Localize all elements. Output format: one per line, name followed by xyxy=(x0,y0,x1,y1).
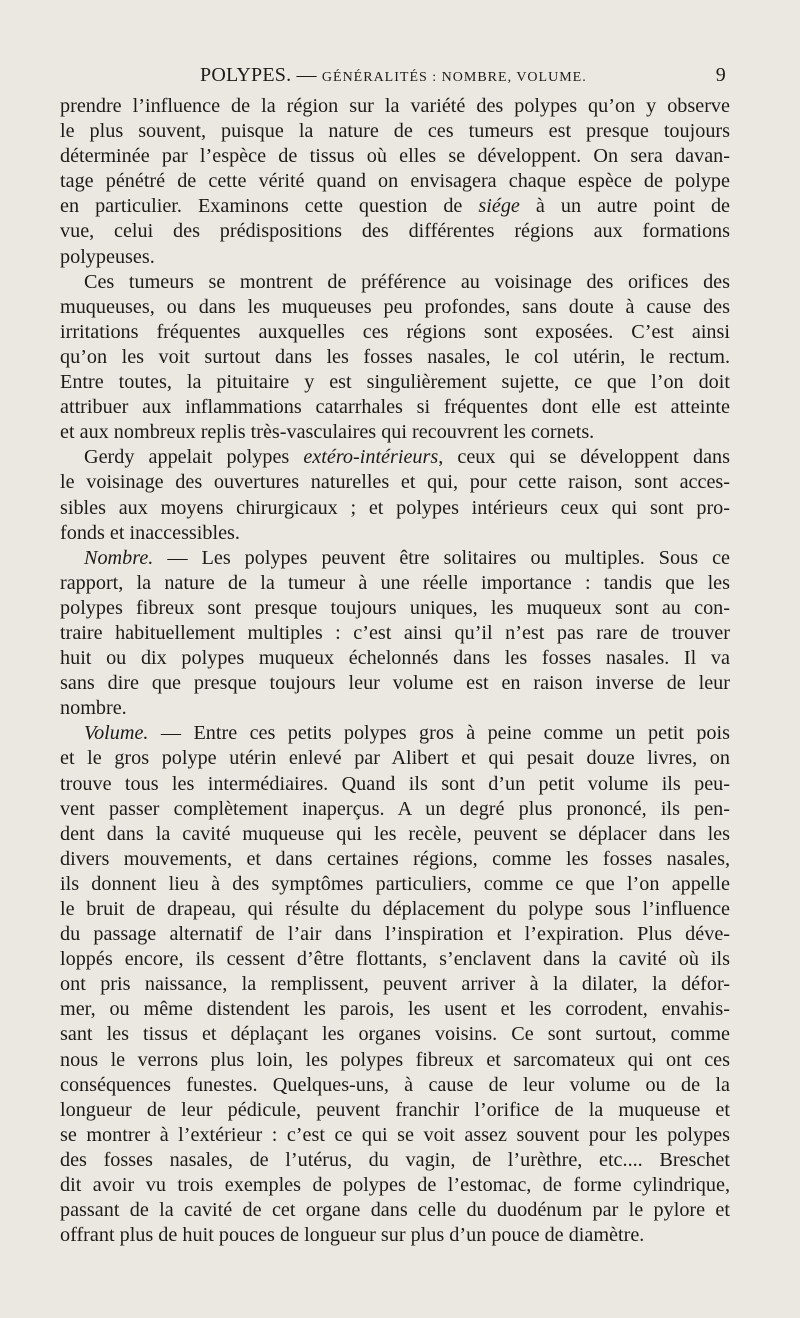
section-heading-volume: Volume. xyxy=(84,722,149,745)
paragraph-1 xyxy=(60,94,730,270)
text-segment: — Entre ces petits polypes gros à peine comme un petit pois xyxy=(148,722,730,745)
italic-term: siége xyxy=(478,195,520,218)
paragraph-4 xyxy=(60,546,730,722)
text-line: des fosses nasales, de l’utérus, du vagin, de l’urèthre, etc.... Breschet xyxy=(60,1148,730,1171)
text-line: Ces tumeurs se montrent de préférence au voisinage des orifices des xyxy=(84,270,730,293)
text-line: dent dans la cavité muqueuse qui les recèle, peuvent se déplacer dans les xyxy=(60,822,730,845)
running-title-sub: GÉNÉRALITÉS : NOMBRE, VOLUME. xyxy=(321,70,587,85)
running-title xyxy=(200,58,587,95)
text-line: divers mouvements, et dans certaines régions, comme les fosses nasales, xyxy=(60,847,730,870)
text-line: et aux nombreux replis très-vasculaires qui recouvrent les cornets. xyxy=(60,421,595,444)
text-line: tage pénétré de cette vérité quand on envisagera chaque espèce de polype xyxy=(60,170,730,193)
text-line: rapport, la nature de la tumeur à une réelle importance : tandis que les xyxy=(60,571,730,594)
text-line: ils donnent lieu à des symptômes particuliers, comme ce que l’on appelle xyxy=(60,872,730,895)
text-line: longueur de leur pédicule, peuvent franchir l’orifice de la muqueuse et xyxy=(60,1098,730,1121)
text-line: le bruit de drapeau, qui résulte du déplacement du polype sous l’influence xyxy=(60,898,730,920)
text-line: vue, celui des prédispositions des différentes régions aux formations xyxy=(60,220,730,243)
paragraph-5 xyxy=(60,721,730,1248)
text-line: dit avoir vu trois exemples de polypes de l’estomac, de forme cylindrique, xyxy=(60,1174,730,1197)
running-head xyxy=(60,58,730,92)
text-segment: en particulier. Examinons cette question de xyxy=(60,195,479,218)
text-line: conséquences funestes. Quelques-uns, à cause de leur volume ou de la xyxy=(60,1073,730,1096)
text-line: prendre l’influence de la région sur la variété des polypes qu’on y observe xyxy=(60,95,730,117)
text-line: Entre toutes, la pituitaire y est singulièrement sujette, ce que l’on doit xyxy=(60,371,730,394)
text-line: du passage alternatif de l’air dans l’inspiration et l’expiration. Plus déve- xyxy=(60,923,730,946)
page-number: 9 xyxy=(715,64,726,86)
text-line: trouve tous les intermédiaires. Quand ils sont d’un petit volume ils peu- xyxy=(60,772,730,795)
text-line xyxy=(60,445,730,470)
text-line: le voisinage des ouvertures naturelles et qui, pour cette raison, sont acces- xyxy=(60,471,730,494)
text-line: qu’on les voit surtout dans les fosses nasales, le col utérin, le rectum. xyxy=(60,345,730,368)
text-line: muqueuses, ou dans les muqueuses peu profondes, sans doute à cause des xyxy=(60,295,730,318)
text-line: ont pris naissance, la remplissent, peuvent arriver à la dilater, la défor- xyxy=(60,973,730,996)
text-line: nous le verrons plus loin, les polypes fibreux et sarcomateux qui ont ces xyxy=(60,1048,730,1071)
text-line: le plus souvent, puisque la nature de ces tumeurs est presque toujours xyxy=(60,120,730,143)
text-line: sibles aux moyens chirurgicaux ; et polypes intérieurs ceux qui sont pro- xyxy=(60,496,730,519)
text-line: déterminée par l’espèce de tissus où elles se développent. On sera davan- xyxy=(60,145,730,168)
text-line: et le gros polype utérin enlevé par Alibert et qui pesait douze livres, on xyxy=(60,747,730,770)
text-line xyxy=(60,194,730,219)
text-line: sans dire que presque toujours leur volume est en raison inverse de leur xyxy=(60,672,730,695)
text-line: passant de la cavité de cet organe dans celle du duodénum par le pylore et xyxy=(60,1199,730,1222)
running-title-dash: — xyxy=(296,64,317,86)
text-line: se montrer à l’extérieur : c’est ce qui se voit assez souvent pour les polypes xyxy=(60,1123,730,1146)
text-segment: , ceux qui se développent dans xyxy=(438,446,730,469)
text-line: irritations fréquentes auxquelles ces régions sont exposées. C’est ainsi xyxy=(60,320,730,343)
text-line: fonds et inaccessibles. xyxy=(60,521,240,544)
text-line: vent passer complètement inaperçus. A un degré plus prononcé, ils pen- xyxy=(60,797,730,820)
text-line xyxy=(60,721,730,746)
text-line: polypes fibreux sont presque toujours uniques, les muqueux sont au con- xyxy=(60,596,730,619)
text-line xyxy=(60,546,730,571)
text-line: mer, ou même distendent les parois, les usent et les corrodent, envahis- xyxy=(60,998,730,1021)
paragraph-2 xyxy=(60,270,730,446)
text-line: sant les tissus et déplaçant les organes voisins. Ce sont surtout, comme xyxy=(60,1023,730,1046)
italic-term: extéro-intérieurs xyxy=(303,446,439,469)
text-line: traire habituellement multiples : c’est ainsi qu’il n’est pas rare de trouver xyxy=(60,621,730,644)
text-segment: à un autre point de xyxy=(519,195,730,218)
paragraph-3 xyxy=(60,445,730,545)
text-line: huit ou dix polypes muqueux échelonnés dans les fosses nasales. Il va xyxy=(60,647,730,670)
text-line: polypeuses. xyxy=(60,245,155,268)
text-line: nombre. xyxy=(60,697,127,720)
text-segment: — Les polypes peuvent être solitaires ou multiples. Sous ce xyxy=(153,546,730,569)
text-line: loppés encore, ils cessent d’être flottants, s’enclavent dans la cavité où ils xyxy=(60,948,730,971)
text-segment: Gerdy appelait polypes xyxy=(84,446,304,469)
section-heading-nombre: Nombre. xyxy=(84,546,154,569)
text-line: attribuer aux inflammations catarrhales si fréquentes dont elle est atteinte xyxy=(60,396,730,419)
text-line: offrant plus de huit pouces de longueur sur plus d’un pouce de diamètre. xyxy=(60,1224,645,1247)
body-text xyxy=(60,94,730,1248)
running-title-main: POLYPES. xyxy=(200,64,292,86)
